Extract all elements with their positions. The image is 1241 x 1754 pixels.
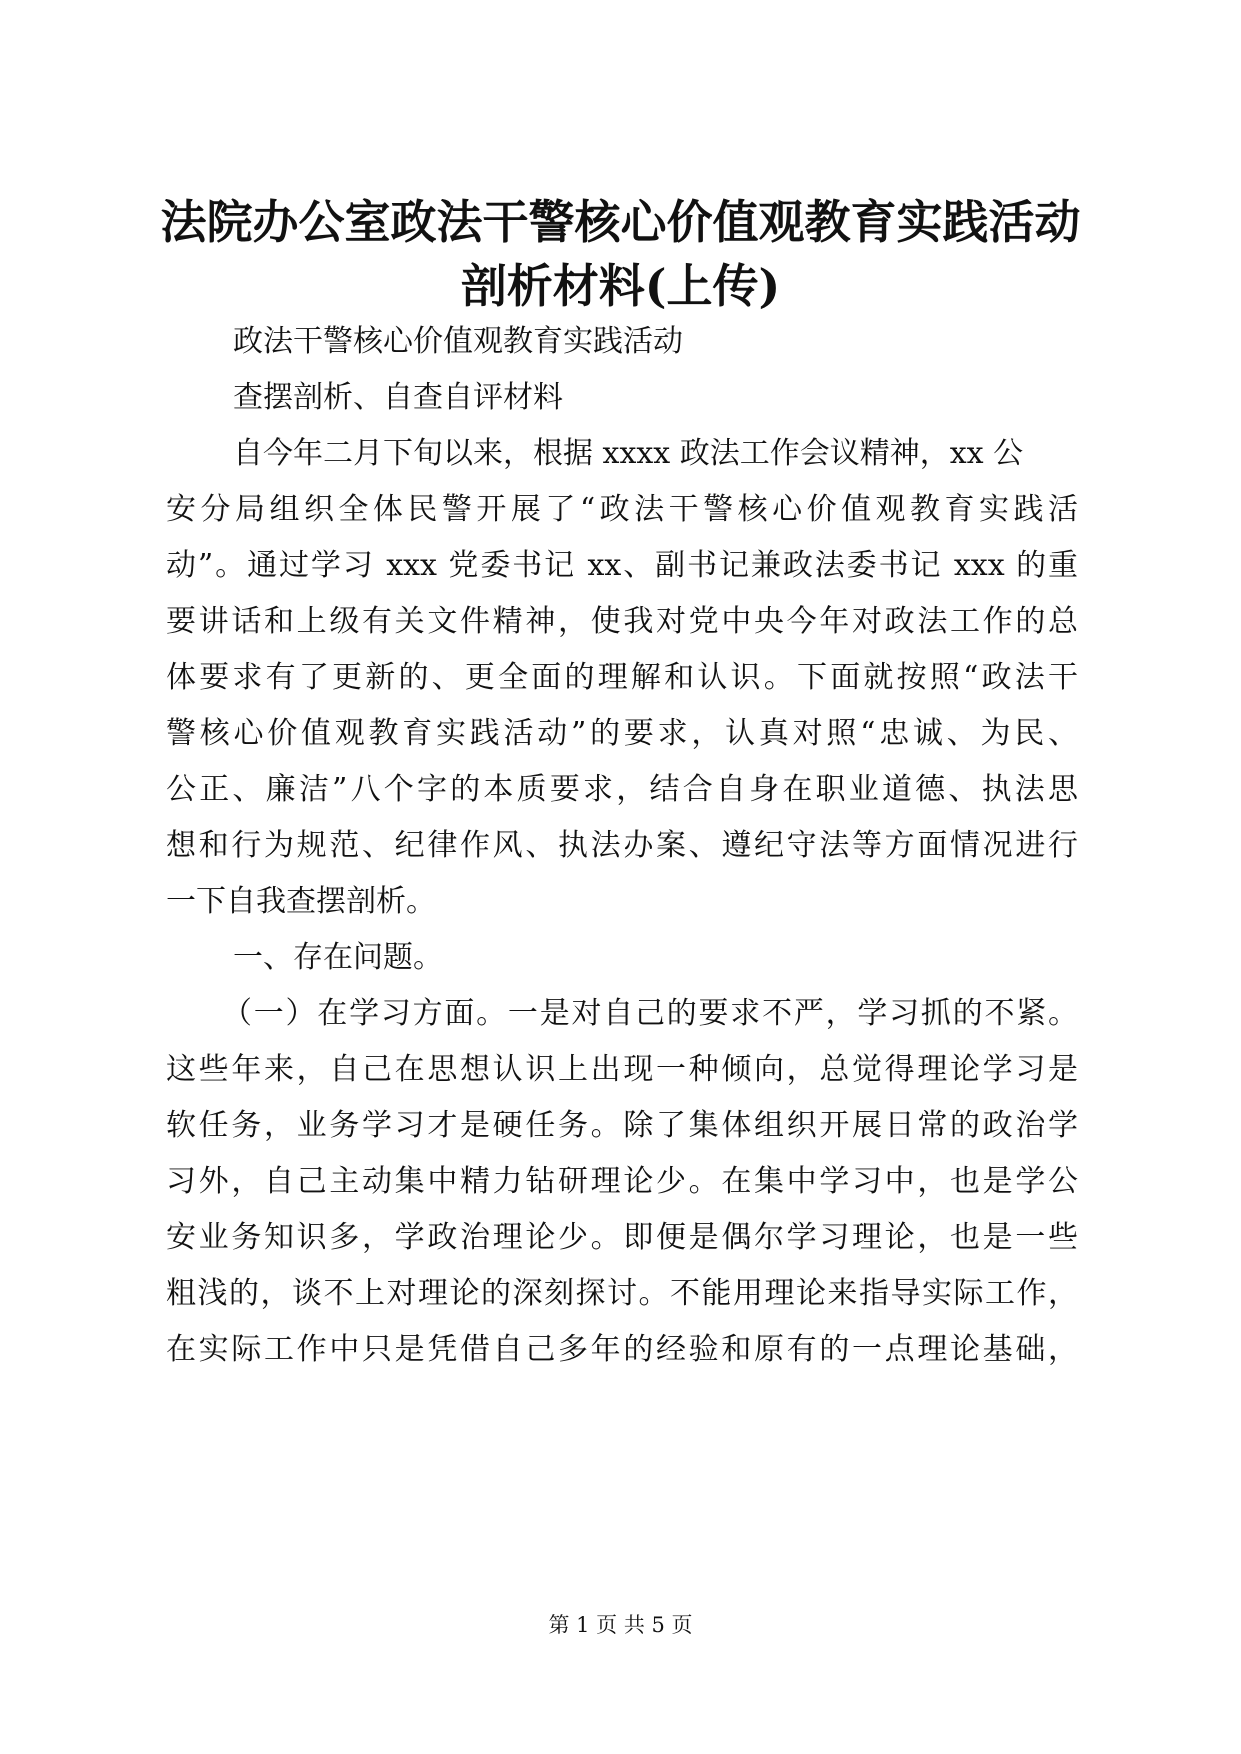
paragraph-2-line-7: 在实际工作中只是凭借自己多年的经验和原有的一点理论基础， bbox=[166, 1332, 1078, 1367]
document-title-line-1: 法院办公室政法干警核心价值观教育实践活动 bbox=[160, 195, 1081, 249]
paragraph-1-line-1: 自今年二月下旬以来，根据 xxxx 政法工作会议精神，xx 公 bbox=[233, 436, 1024, 471]
paragraph-1-line-2: 安分局组织全体民警开展了“政法干警核心价值观教育实践活 bbox=[166, 492, 1078, 527]
paragraph-1-line-5: 体要求有了更新的、更全面的理解和认识。下面就按照“政法干 bbox=[166, 660, 1078, 695]
paragraph-2-line-4: 习外，自己主动集中精力钻研理论少。在集中学习中，也是学公 bbox=[166, 1164, 1078, 1199]
paragraph-2-line-5: 安业务知识多，学政治理论少。即便是偶尔学习理论，也是一些 bbox=[166, 1220, 1078, 1255]
paragraph-1-line-6: 警核心价值观教育实践活动”的要求，认真对照“忠诚、为民、 bbox=[166, 716, 1078, 751]
paragraph-1-line-3: 动”。通过学习 xxx 党委书记 xx、副书记兼政法委书记 xxx 的重 bbox=[166, 548, 1078, 583]
subtitle-line-2: 查摆剖析、自查自评材料 bbox=[233, 380, 563, 415]
paragraph-2-line-6: 粗浅的，谈不上对理论的深刻探讨。不能用理论来指导实际工作， bbox=[166, 1276, 1078, 1311]
paragraph-2-line-1: （一）在学习方面。一是对自己的要求不严，学习抓的不紧。 bbox=[222, 996, 1078, 1031]
section-heading: 一、存在问题。 bbox=[233, 940, 443, 975]
document-title-line-2: 剖析材料(上传) bbox=[460, 259, 781, 313]
paragraph-1-line-9: 一下自我查摆剖析。 bbox=[166, 884, 436, 919]
paragraph-1-line-4: 要讲话和上级有关文件精神，使我对党中央今年对政法工作的总 bbox=[166, 604, 1078, 639]
paragraph-2-line-2: 这些年来，自己在思想认识上出现一种倾向，总觉得理论学习是 bbox=[166, 1052, 1078, 1087]
subtitle-line-1: 政法干警核心价值观教育实践活动 bbox=[233, 324, 683, 359]
page-footer: 第 1 页 共 5 页 bbox=[548, 1613, 693, 1637]
paragraph-1-line-7: 公正、廉洁”八个字的本质要求，结合自身在职业道德、执法思 bbox=[166, 772, 1078, 807]
paragraph-1-line-8: 想和行为规范、纪律作风、执法办案、遵纪守法等方面情况进行 bbox=[166, 828, 1078, 863]
paragraph-2-line-3: 软任务，业务学习才是硬任务。除了集体组织开展日常的政治学 bbox=[166, 1108, 1078, 1143]
